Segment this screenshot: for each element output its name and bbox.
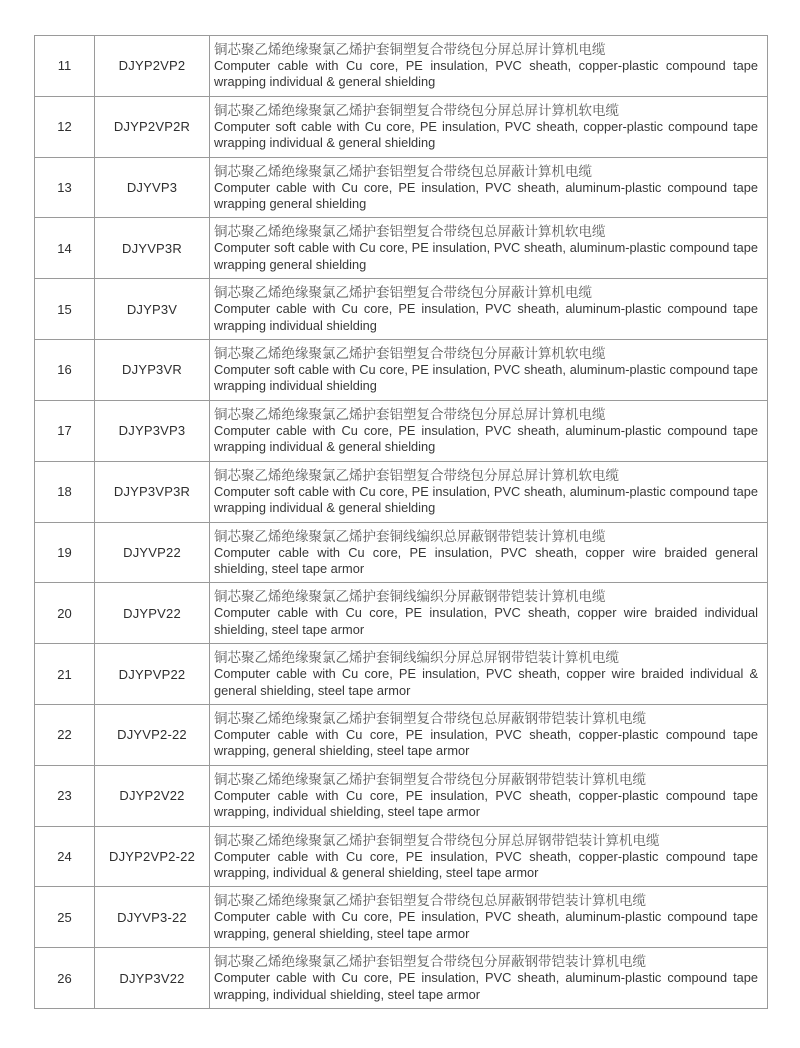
description-chinese: 铜芯聚乙烯绝缘聚氯乙烯护套铝塑复合带绕包分屏蔽计算机电缆 (214, 285, 592, 301)
description-chinese: 铜芯聚乙烯绝缘聚氯乙烯护套铜线编织分屏总屏钢带铠装计算机电缆 (214, 650, 619, 666)
description-cell (210, 826, 768, 887)
description-english: Computer soft cable with Cu core, PE insulation, PVC sheath, copper-plastic compound tape wrapping individual & general shielding (214, 118, 758, 151)
description-english: Computer cable with Cu core, PE insulation, PVC sheath, copper-plastic compound tape wrapping, individual & general shielding, steel tape armor (214, 848, 758, 880)
cable-table-body (35, 36, 768, 1009)
description-english: Computer cable with Cu core, PE insulation, PVC sheath, aluminum-plastic compound tape wrapping, individual shielding, steel tape armor (214, 970, 758, 1002)
description-cell (210, 218, 768, 279)
description-chinese: 铜芯聚乙烯绝缘聚氯乙烯护套铝塑复合带绕包分屏蔽钢带铠装计算机电缆 (214, 954, 646, 970)
model-code: DJYP3V22 (95, 948, 210, 1009)
description-chinese: 铜芯聚乙烯绝缘聚氯乙烯护套铝塑复合带绕包分屏蔽计算机软电缆 (214, 346, 606, 362)
row-number: 25 (35, 887, 95, 948)
description-chinese: 铜芯聚乙烯绝缘聚氯乙烯护套铝塑复合带绕包总屏蔽计算机软电缆 (214, 224, 606, 240)
row-number: 15 (35, 279, 95, 340)
table-row (35, 765, 768, 826)
model-code: DJYPVP22 (95, 644, 210, 705)
description-english: Computer cable with Cu core, PE insulation, PVC sheath, aluminum-plastic compound tape wrapping individual shielding (214, 301, 758, 333)
description-chinese: 铜芯聚乙烯绝缘聚氯乙烯护套铝塑复合带绕包分屏总屏计算机电缆 (214, 406, 606, 422)
row-number: 13 (35, 157, 95, 218)
model-code: DJYP2V22 (95, 765, 210, 826)
description-english: Computer soft cable with Cu core, PE insulation, PVC sheath, aluminum-plastic compound tape wrapping individual shielding (214, 362, 758, 394)
description-english: Computer cable with Cu core, PE insulation, PVC sheath, copper-plastic compound tape wrapping, individual shielding, steel tape armor (214, 787, 758, 820)
description-english: Computer cable with Cu core, PE insulation, PVC sheath, aluminum-plastic compound tape wrapping, general shielding, steel tape armor (214, 909, 758, 941)
row-number: 23 (35, 765, 95, 826)
description-chinese: 铜芯聚乙烯绝缘聚氯乙烯护套铜塑复合带绕包分屏总屏计算机软电缆 (214, 102, 619, 118)
model-code: DJYP3VR (95, 340, 210, 401)
table-row (35, 887, 768, 948)
description-cell (210, 400, 768, 461)
description-cell (210, 704, 768, 765)
table-row (35, 279, 768, 340)
model-code: DJYP2VP2 (95, 36, 210, 97)
model-code: DJYP3VP3 (95, 400, 210, 461)
table-row (35, 400, 768, 461)
cable-catalog-table (34, 35, 768, 1009)
description-english: Computer cable with Cu core, PE insulation, PVC sheath, copper-plastic compound tape wrapping individual & general shielding (214, 58, 758, 90)
description-english: Computer cable with Cu core, PE insulation, PVC sheath, copper wire braided individual & general shielding, steel tape armor (214, 666, 758, 698)
description-english: Computer cable with Cu core, PE insulation, PVC sheath, aluminum-plastic compound tape wrapping individual & general shielding (214, 422, 758, 455)
description-english: Computer cable with Cu core, PE insulation, PVC sheath, aluminum-plastic compound tape wrapping general shielding (214, 179, 758, 212)
row-number: 12 (35, 96, 95, 157)
description-cell (210, 948, 768, 1009)
table-row (35, 96, 768, 157)
description-chinese: 铜芯聚乙烯绝缘聚氯乙烯护套铝塑复合带绕包分屏总屏计算机软电缆 (214, 467, 619, 483)
description-chinese: 铜芯聚乙烯绝缘聚氯乙烯护套铜线编织总屏蔽钢带铠装计算机电缆 (214, 528, 606, 544)
row-number: 14 (35, 218, 95, 279)
row-number: 26 (35, 948, 95, 1009)
description-cell (210, 887, 768, 948)
table-row (35, 583, 768, 644)
description-cell (210, 340, 768, 401)
table-row (35, 36, 768, 97)
model-code: DJYP3V (95, 279, 210, 340)
description-cell (210, 583, 768, 644)
description-cell (210, 279, 768, 340)
description-english: Computer soft cable with Cu core, PE insulation, PVC sheath, aluminum-plastic compound tape wrapping general shielding (214, 240, 758, 272)
table-row (35, 522, 768, 583)
model-code: DJYVP3R (95, 218, 210, 279)
row-number: 24 (35, 826, 95, 887)
model-code: DJYP2VP2-22 (95, 826, 210, 887)
row-number: 19 (35, 522, 95, 583)
description-cell (210, 96, 768, 157)
row-number: 11 (35, 36, 95, 97)
model-code: DJYVP3 (95, 157, 210, 218)
description-cell (210, 157, 768, 218)
row-number: 20 (35, 583, 95, 644)
cable-table (34, 35, 768, 1009)
description-english: Computer cable with Cu core, PE insulation, PVC sheath, copper wire braided general shielding, steel tape armor (214, 544, 758, 576)
description-chinese: 铜芯聚乙烯绝缘聚氯乙烯护套铜塑复合带绕包分屏总屏钢带铠装计算机电缆 (214, 832, 660, 848)
description-english: Computer cable with Cu core, PE insulation, PVC sheath, copper wire braided individual shielding, steel tape armor (214, 605, 758, 637)
model-code: DJYP2VP2R (95, 96, 210, 157)
description-chinese: 铜芯聚乙烯绝缘聚氯乙烯护套铜塑复合带绕包总屏蔽钢带铠装计算机电缆 (214, 710, 646, 726)
row-number: 17 (35, 400, 95, 461)
row-number: 18 (35, 461, 95, 522)
description-cell (210, 36, 768, 97)
table-row (35, 340, 768, 401)
table-row (35, 218, 768, 279)
description-english: Computer soft cable with Cu core, PE insulation, PVC sheath, aluminum-plastic compound tape wrapping individual & general shielding (214, 483, 758, 516)
description-cell (210, 522, 768, 583)
model-code: DJYP3VP3R (95, 461, 210, 522)
table-row (35, 644, 768, 705)
description-cell (210, 765, 768, 826)
description-cell (210, 644, 768, 705)
row-number: 16 (35, 340, 95, 401)
model-code: DJYVP3-22 (95, 887, 210, 948)
table-row (35, 826, 768, 887)
table-row (35, 461, 768, 522)
row-number: 22 (35, 704, 95, 765)
description-chinese: 铜芯聚乙烯绝缘聚氯乙烯护套铝塑复合带绕包总屏蔽计算机电缆 (214, 163, 592, 179)
table-row (35, 704, 768, 765)
description-chinese: 铜芯聚乙烯绝缘聚氯乙烯护套铜线编织分屏蔽钢带铠装计算机电缆 (214, 589, 606, 605)
table-row (35, 157, 768, 218)
model-code: DJYPV22 (95, 583, 210, 644)
model-code: DJYVP22 (95, 522, 210, 583)
description-chinese: 铜芯聚乙烯绝缘聚氯乙烯护套铜塑复合带绕包分屏总屏计算机电缆 (214, 42, 606, 57)
table-row (35, 948, 768, 1009)
row-number: 21 (35, 644, 95, 705)
description-english: Computer cable with Cu core, PE insulation, PVC sheath, copper-plastic compound tape wrapping, general shielding, steel tape armor (214, 726, 758, 759)
description-chinese: 铜芯聚乙烯绝缘聚氯乙烯护套铜塑复合带绕包分屏蔽钢带铠装计算机电缆 (214, 771, 646, 787)
description-cell (210, 461, 768, 522)
description-chinese: 铜芯聚乙烯绝缘聚氯乙烯护套铝塑复合带绕包总屏蔽钢带铠装计算机电缆 (214, 893, 646, 909)
model-code: DJYVP2-22 (95, 704, 210, 765)
